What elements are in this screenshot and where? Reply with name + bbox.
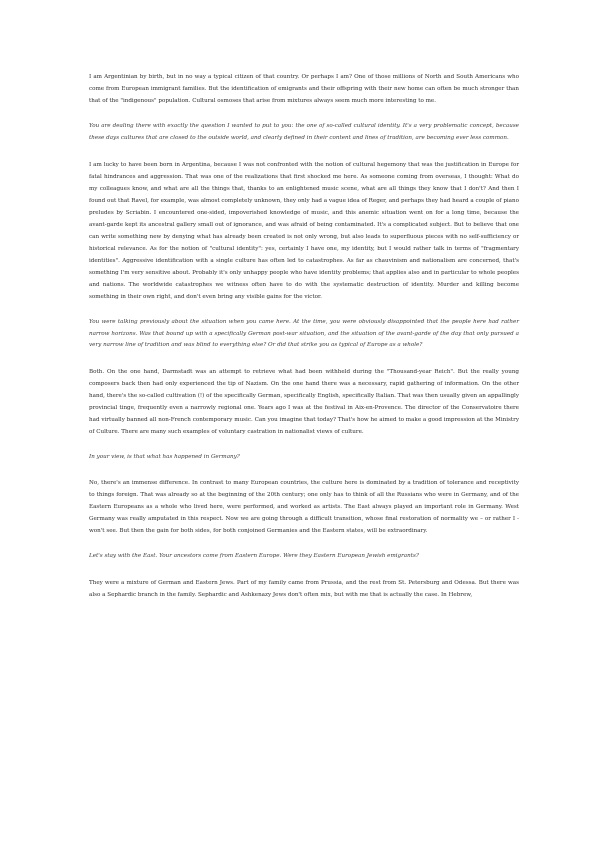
answer-paragraph: I am Argentinian by birth, but in no way a typical citizen of that country. Or perhaps I am? One of those millions of North and South Americans who come from European immigrant families. But the identification of emigrants and their offspring with their new home can often be much stronger than that of the "indigenous" population. Cultural osmoses that arise from mixtures always seem much more interesting to me. bbox=[89, 74, 519, 104]
question-paragraph: You were talking previously about the situation when you came here. At the time, you were obviously disappointed that the people here had rather narrow horizons. Was that bound up with a specifically German post-war situation, and the situation of the avant-garde of the day that only pursued a very narrow line of tradition and was blind to everything else? Or did that strike you as typical of Europe as a whole? bbox=[89, 319, 519, 348]
answer-paragraph: I am lucky to have been born in Argentina, because I was not confronted with the notion of cultural hegemony that was the justification in Europe for fatal hindrances and aggression. That was one of the realizations that first shocked me here. As someone coming from overseas, I thought: What do my colleagues know, and what are all the things that, thanks to an enlightened music scene, what are all things they know that I don't? And then I found out that Ravel, for example, was almost completely unknown, they only had a vague idea of Reger, and perhaps they had heard a couple of piano preludes by Scriabin. I encountered one-sided, impoverished knowledge of music, and this anemic situation went on for a long time, because the avant-garde kept its ancestral gallery small out of ignorance, and was afraid of being contaminated. It's a complicated subject. But to believe that one can write something new by denying what has already been created is not only wrong, but also leads to superfluous pieces with no self-sufficiency or historical relevance. As for the notion of "cultural identity": yes, certainly I have one, my identity, but I would rather talk in terms of "fragmentary identities". Aggressive identification with a single culture has often led to catastrophes. As far as chauvinism and nationalism are concerned, that's something I'm very sensitive about. Probably it's only unhappy people who have identity problems; that applies also and in particular to whole peoples and nations. The worldwide catastrophes we witness often have to do with the systematic destruction of identity. Murder and killing become something in their own right, and don't even bring any visible gains for the victor. bbox=[89, 162, 519, 300]
question-paragraph: In your view, is that what has happened in Germany? bbox=[89, 453, 240, 460]
answer-paragraph: They were a mixture of German and Eastern Jews. Part of my family came from Prussia, and the rest from St. Petersburg and Odessa. But there was also a Sephardic branch in the family. Sephardic and Ashkenazy Jews don't often mix, but with me that is actually the case. In Hebrew, bbox=[89, 579, 519, 598]
question-paragraph: You are dealing there with exactly the question I wanted to put to you: the one of so-called cultural identity. It's a very problematic concept, because these days cultures that are closed to the outside world, and clearly defined in their content and lines of tradition, are becoming ever less common. bbox=[89, 123, 519, 141]
answer-paragraph: Both. On the one hand, Darmstadt was an attempt to retrieve what had been withheld during the "Thousand-year Reich". But the really young composers back then had only experienced the tip of Nazism. On the one hand there was a necessary, rapid gathering of information. On the other hand, there's the so-called cultivation (!) of the specifically German, specifically English, specifically Italian. That was then usually given an appallingly provincial tinge, frequently even a narrowly regional one. Years ago I was at the festival in Aix-en-Provence. The director of the Conservatoire there had virtually banned all non-French contemporary music. Can you imagine that today? That's how he aimed to make a good impression at the Ministry of Culture. There are many such examples of voluntary castration in nationalist views of culture. bbox=[89, 368, 519, 435]
interview-text bbox=[89, 71, 519, 615]
answer-paragraph: No, there's an immense difference. In contrast to many European countries, the culture here is dominated by a tradition of tolerance and receptivity to things foreign. That was already so at the beginning of the 20th century; one only has to think of all the Russians who were in Germany, and of the Eastern Europeans as a whole who lived here, were performed, and worked as artists. The East always played an important role in Germany. West Germany was really amputated in this respect. Now we are going through a difficult transition, whose final restoration of normality we – or rather I - won't see. But then the gain for both sides, for both conjoined Germanies and the Eastern states, will be extraordinary. bbox=[89, 480, 519, 534]
question-paragraph: Let's stay with the East. Your ancestors come from Eastern Europe. Were they Eastern European Jewish emigrants? bbox=[89, 553, 419, 559]
